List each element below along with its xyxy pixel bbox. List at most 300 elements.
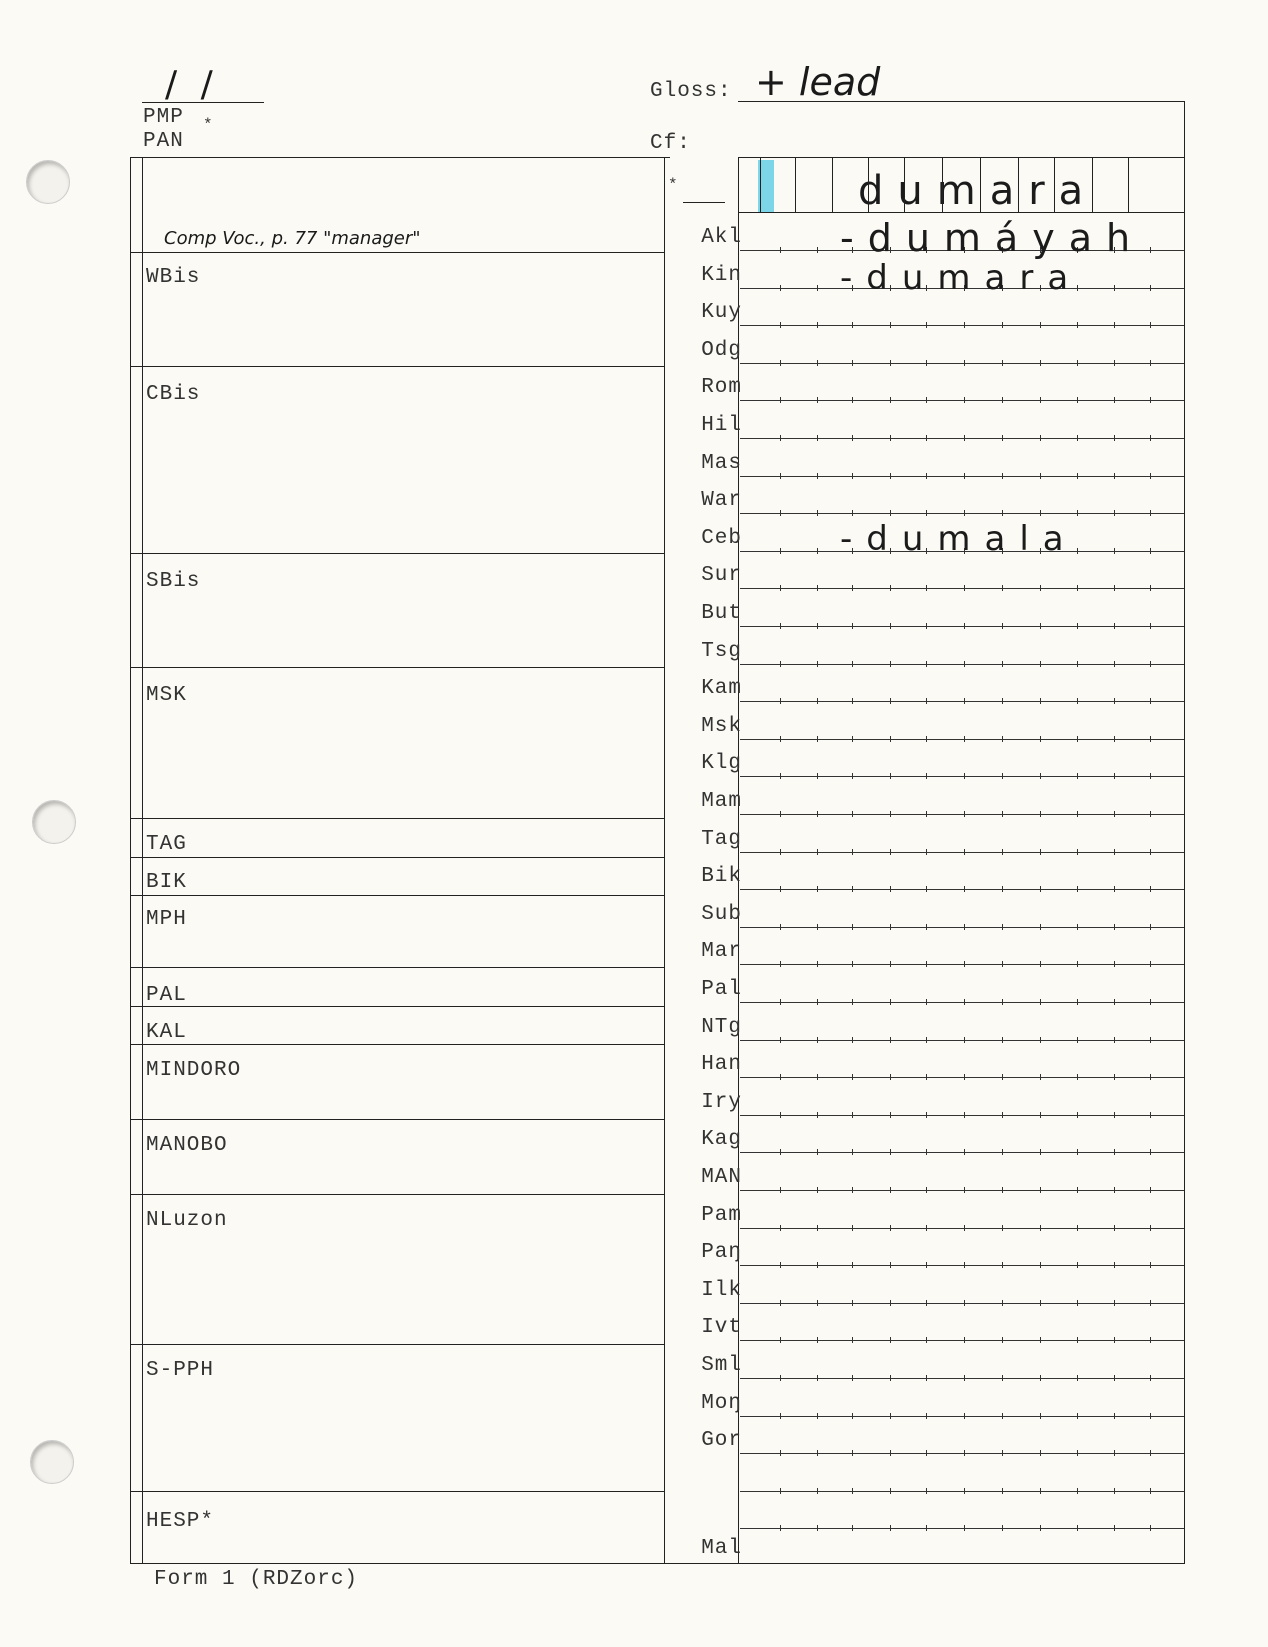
group-kal: KAL — [146, 1021, 187, 1044]
group-separator — [130, 1194, 664, 1195]
rule-tick — [1077, 473, 1078, 479]
rule-tick — [1077, 510, 1078, 516]
rule-tick — [890, 886, 891, 892]
rule-tick — [964, 811, 965, 817]
rule-tick — [1040, 1375, 1041, 1381]
entry-rule — [740, 513, 1184, 514]
rule-tick — [1040, 1149, 1041, 1155]
rule-tick — [817, 661, 818, 667]
rule-tick — [1040, 661, 1041, 667]
entry-rule — [740, 1002, 1184, 1003]
rule-tick — [964, 1262, 965, 1268]
rule-tick — [817, 886, 818, 892]
rule-tick — [926, 473, 927, 479]
rule-tick — [1150, 285, 1151, 291]
language-label: MAN — [701, 1166, 742, 1189]
rule-tick — [964, 999, 965, 1005]
rule-tick — [817, 698, 818, 704]
rule-tick — [926, 623, 927, 629]
rule-tick — [1040, 1262, 1041, 1268]
rule-tick — [964, 473, 965, 479]
pmp-label: PMP — [143, 106, 184, 129]
language-label: Ceb — [701, 526, 742, 550]
rule-tick — [890, 1112, 891, 1118]
group-separator — [130, 1006, 664, 1007]
rule-tick — [852, 1037, 853, 1043]
rule-tick — [1040, 397, 1041, 403]
rule-tick — [1114, 736, 1115, 742]
rule-tick — [852, 698, 853, 704]
gloss-underline — [738, 101, 1184, 102]
entry-rule — [740, 701, 1184, 702]
rule-tick — [890, 322, 891, 328]
rule-tick — [780, 773, 781, 779]
rule-tick — [926, 811, 927, 817]
punch-hole-middle — [32, 800, 76, 844]
rule-tick — [1040, 1488, 1041, 1494]
rule-tick — [890, 1413, 891, 1419]
rule-tick — [926, 773, 927, 779]
rule-tick — [817, 811, 818, 817]
rule-tick — [1114, 548, 1115, 554]
rule-tick — [1150, 661, 1151, 667]
rule-tick — [926, 849, 927, 855]
rule-tick — [1077, 924, 1078, 930]
rule-tick — [1077, 811, 1078, 817]
rule-tick — [780, 1074, 781, 1080]
rule-tick — [890, 1074, 891, 1080]
language-label: Kam — [701, 677, 742, 701]
language-label: Hil — [701, 414, 742, 437]
rule-tick — [780, 510, 781, 516]
rule-tick — [890, 811, 891, 817]
rule-tick — [1150, 1300, 1151, 1306]
language-label: Sml — [701, 1354, 742, 1377]
rule-tick — [852, 473, 853, 479]
language-label: Iry — [701, 1090, 742, 1114]
rule-tick — [964, 360, 965, 366]
rule-tick — [1114, 1187, 1115, 1193]
group-separator — [130, 1344, 664, 1345]
rule-tick — [890, 849, 891, 855]
rule-tick — [890, 1337, 891, 1343]
entry-rule — [740, 1340, 1184, 1341]
rule-tick — [1150, 1149, 1151, 1155]
rule-tick — [1114, 811, 1115, 817]
rule-tick — [890, 1262, 891, 1268]
rule-tick — [1114, 473, 1115, 479]
rule-tick — [1002, 961, 1003, 967]
rule-tick — [1040, 1225, 1041, 1231]
rule-tick — [1114, 1450, 1115, 1456]
rule-tick — [1114, 886, 1115, 892]
rule-tick — [1150, 360, 1151, 366]
language-label: Kin — [701, 263, 742, 287]
rule-tick — [926, 698, 927, 704]
rule-tick — [1114, 1262, 1115, 1268]
rule-tick — [1077, 1375, 1078, 1381]
reconstruction-form: dumara — [858, 168, 1098, 214]
language-label: Kag — [701, 1128, 742, 1152]
rule-tick — [852, 1074, 853, 1080]
rule-tick — [926, 1149, 927, 1155]
entry-rule — [740, 438, 1184, 439]
rule-tick — [1002, 1300, 1003, 1306]
rule-tick — [1040, 510, 1041, 516]
rule-tick — [1077, 1300, 1078, 1306]
rule-tick — [780, 1488, 781, 1494]
rule-tick — [1114, 1375, 1115, 1381]
rule-tick — [1150, 322, 1151, 328]
rule-tick — [1077, 1187, 1078, 1193]
rule-tick — [852, 397, 853, 403]
rule-tick — [817, 548, 818, 554]
rule-tick — [852, 924, 853, 930]
rule-tick — [817, 924, 818, 930]
entry-rule — [740, 964, 1184, 965]
rule-tick — [1114, 1337, 1115, 1343]
rule-tick — [817, 1262, 818, 1268]
language-label: NTg — [701, 1015, 742, 1039]
rule-tick — [780, 397, 781, 403]
punch-hole-top — [26, 160, 70, 204]
language-label: Akl — [701, 226, 742, 249]
rule-tick — [1114, 1525, 1115, 1531]
rule-tick — [1077, 999, 1078, 1005]
rule-tick — [1040, 473, 1041, 479]
rule-tick — [890, 623, 891, 629]
rule-tick — [1040, 811, 1041, 817]
rule-tick — [926, 1187, 927, 1193]
group-separator — [130, 1491, 664, 1492]
group-mph: MPH — [146, 908, 187, 931]
reconstruction-star: * — [668, 176, 679, 194]
rule-tick — [926, 1225, 927, 1231]
rule-tick — [1114, 435, 1115, 441]
rule-tick — [1077, 849, 1078, 855]
entry-rule — [740, 664, 1184, 665]
rule-tick — [1002, 1525, 1003, 1531]
entry-rule — [740, 1152, 1184, 1153]
rule-tick — [1040, 1413, 1041, 1419]
rule-tick — [1077, 1112, 1078, 1118]
group-separator — [130, 857, 664, 858]
rule-tick — [780, 961, 781, 967]
rule-tick — [890, 397, 891, 403]
rule-tick — [1077, 661, 1078, 667]
rule-tick — [926, 1413, 927, 1419]
rule-tick — [852, 435, 853, 441]
rule-tick — [780, 247, 781, 253]
language-label: War — [701, 489, 742, 513]
rule-tick — [1040, 1337, 1041, 1343]
entry-rule — [740, 1190, 1184, 1191]
rule-tick — [780, 1225, 781, 1231]
rule-tick — [780, 1300, 781, 1306]
rule-tick — [964, 623, 965, 629]
language-label: But — [701, 602, 742, 625]
rule-tick — [926, 510, 927, 516]
rule-tick — [964, 1112, 965, 1118]
rule-tick — [1077, 698, 1078, 704]
language-label: Mal — [701, 1537, 742, 1560]
rule-tick — [852, 999, 853, 1005]
rule-tick — [1077, 1225, 1078, 1231]
rule-tick — [964, 1525, 965, 1531]
rule-tick — [1040, 999, 1041, 1005]
reference-note: Comp Voc., p. 77 "manager" — [164, 228, 421, 249]
reconstruction-cell-divider — [868, 157, 869, 212]
rule-tick — [1150, 773, 1151, 779]
rule-tick — [1150, 1074, 1151, 1080]
group-bik: BIK — [146, 871, 187, 894]
rule-tick — [926, 397, 927, 403]
rule-tick — [964, 510, 965, 516]
gloss-value: + lead — [755, 60, 881, 104]
rule-tick — [1002, 1112, 1003, 1118]
rule-tick — [1040, 849, 1041, 855]
reconstruction-cell-divider — [1018, 157, 1019, 212]
rule-tick — [926, 360, 927, 366]
rule-tick — [1002, 811, 1003, 817]
language-label: Tag — [701, 827, 742, 851]
rule-tick — [817, 397, 818, 403]
rule-tick — [817, 773, 818, 779]
rule-tick — [890, 360, 891, 366]
rule-tick — [1040, 924, 1041, 930]
entry-rule — [740, 1265, 1184, 1266]
reconstruction-cell-divider — [832, 157, 833, 212]
rule-tick — [852, 661, 853, 667]
rule-tick — [1040, 736, 1041, 742]
entry-rule — [740, 363, 1184, 364]
rule-tick — [852, 623, 853, 629]
rule-tick — [1040, 435, 1041, 441]
rule-tick — [926, 585, 927, 591]
rule-tick — [1150, 886, 1151, 892]
rule-tick — [1077, 397, 1078, 403]
rule-tick — [1114, 1413, 1115, 1419]
rule-tick — [780, 1450, 781, 1456]
rule-tick — [1002, 1375, 1003, 1381]
rule-tick — [1002, 360, 1003, 366]
rule-tick — [964, 1450, 965, 1456]
rule-tick — [1114, 397, 1115, 403]
group-cbis: CBis — [146, 383, 201, 406]
rule-tick — [817, 1225, 818, 1231]
language-label: Ilk — [701, 1278, 742, 1302]
group-nluzon: NLuzon — [146, 1209, 228, 1232]
rule-tick — [926, 1262, 927, 1268]
rule-tick — [817, 1037, 818, 1043]
rule-tick — [1150, 1450, 1151, 1456]
rule-tick — [964, 1413, 965, 1419]
entry-rule — [740, 325, 1184, 326]
rule-tick — [852, 360, 853, 366]
rule-tick — [817, 1300, 818, 1306]
group-separator — [130, 967, 664, 968]
entry-rule — [740, 927, 1184, 928]
reconstruction-star-line — [683, 202, 725, 203]
rule-tick — [780, 661, 781, 667]
rule-tick — [926, 1300, 927, 1306]
rule-tick — [817, 585, 818, 591]
rule-tick — [1150, 247, 1151, 253]
rule-tick — [1114, 1225, 1115, 1231]
rule-tick — [817, 1488, 818, 1494]
rule-tick — [1114, 1300, 1115, 1306]
rule-tick — [1077, 623, 1078, 629]
group-hesp: HESP* — [146, 1510, 215, 1533]
rule-tick — [817, 1112, 818, 1118]
rule-tick — [817, 510, 818, 516]
frame-left-inner — [142, 157, 143, 1563]
pmp-star: * — [203, 116, 214, 134]
language-label: Mam — [701, 790, 742, 813]
rule-tick — [1150, 811, 1151, 817]
entry-rule — [740, 739, 1184, 740]
rule-tick — [1077, 1488, 1078, 1494]
rule-tick — [852, 322, 853, 328]
rule-tick — [817, 435, 818, 441]
rule-tick — [890, 1187, 891, 1193]
group-tag: TAG — [146, 833, 187, 856]
group-manobo: MANOBO — [146, 1134, 228, 1157]
language-label: Han — [701, 1053, 742, 1077]
rule-tick — [780, 811, 781, 817]
rule-tick — [780, 322, 781, 328]
group-separator — [130, 553, 664, 554]
rule-tick — [964, 397, 965, 403]
rule-tick — [1002, 510, 1003, 516]
group-sbis: SBis — [146, 570, 201, 593]
language-label: Moŋ — [701, 1391, 742, 1415]
language-label: Sur — [701, 564, 742, 588]
rule-tick — [780, 1525, 781, 1531]
pan-label: PAN — [143, 130, 184, 153]
language-label: Pal — [701, 978, 742, 1001]
rule-tick — [1150, 510, 1151, 516]
rule-tick — [1040, 585, 1041, 591]
rule-tick — [964, 1187, 965, 1193]
rule-tick — [890, 999, 891, 1005]
rule-tick — [926, 1337, 927, 1343]
rule-tick — [1114, 360, 1115, 366]
rule-tick — [1077, 961, 1078, 967]
rule-tick — [1040, 623, 1041, 629]
rule-tick — [964, 698, 965, 704]
rule-tick — [1040, 1525, 1041, 1531]
rule-tick — [1150, 999, 1151, 1005]
group-msk: MSK — [146, 684, 187, 707]
rule-tick — [1114, 773, 1115, 779]
rule-tick — [1002, 698, 1003, 704]
rule-tick — [926, 961, 927, 967]
entry-rule — [740, 1491, 1184, 1492]
rule-tick — [890, 773, 891, 779]
language-label: Rom — [701, 376, 742, 400]
rule-tick — [852, 1450, 853, 1456]
language-label: Ivt — [701, 1316, 742, 1340]
rule-tick — [1077, 1525, 1078, 1531]
rule-tick — [890, 736, 891, 742]
rule-tick — [780, 1037, 781, 1043]
rule-tick — [780, 473, 781, 479]
rule-tick — [1114, 849, 1115, 855]
rule-tick — [1002, 999, 1003, 1005]
rule-tick — [1150, 1262, 1151, 1268]
rule-tick — [1150, 397, 1151, 403]
rule-tick — [1150, 961, 1151, 967]
rule-tick — [1150, 548, 1151, 554]
rule-tick — [852, 961, 853, 967]
rule-tick — [926, 736, 927, 742]
rule-tick — [1114, 1037, 1115, 1043]
rule-tick — [890, 1488, 891, 1494]
rule-tick — [890, 1300, 891, 1306]
rule-tick — [1150, 1187, 1151, 1193]
rule-tick — [926, 1488, 927, 1494]
group-separator — [130, 366, 664, 367]
group-separator — [130, 1119, 664, 1120]
frame-right — [1184, 101, 1185, 1563]
rule-tick — [1077, 1037, 1078, 1043]
rule-tick — [852, 736, 853, 742]
language-label: Sub — [701, 902, 742, 926]
rule-tick — [1114, 623, 1115, 629]
rule-tick — [926, 1375, 927, 1381]
rule-tick — [817, 473, 818, 479]
rule-tick — [1002, 849, 1003, 855]
entry-rule — [740, 889, 1184, 890]
group-s-pph: S-PPH — [146, 1359, 215, 1382]
rule-tick — [817, 1413, 818, 1419]
rule-tick — [964, 773, 965, 779]
rule-tick — [780, 1337, 781, 1343]
rule-tick — [890, 1037, 891, 1043]
rule-tick — [1002, 1187, 1003, 1193]
rule-tick — [817, 1375, 818, 1381]
entry-rule — [740, 1528, 1184, 1529]
rule-tick — [1002, 1337, 1003, 1343]
rule-tick — [964, 435, 965, 441]
rule-tick — [1002, 924, 1003, 930]
rule-tick — [1114, 1112, 1115, 1118]
entry-rule — [740, 776, 1184, 777]
group-separator — [130, 1044, 664, 1045]
rule-tick — [1002, 886, 1003, 892]
rule-tick — [1150, 623, 1151, 629]
rule-tick — [1077, 322, 1078, 328]
rule-tick — [1114, 585, 1115, 591]
rule-tick — [1114, 924, 1115, 930]
rule-tick — [817, 849, 818, 855]
reconstruction-cell-divider — [1128, 157, 1129, 212]
rule-tick — [780, 1413, 781, 1419]
rule-tick — [964, 886, 965, 892]
reconstruction-cell-divider — [760, 157, 761, 212]
language-label: Bik — [701, 865, 742, 889]
group-separator — [130, 895, 664, 896]
rule-tick — [780, 1375, 781, 1381]
rule-tick — [1150, 736, 1151, 742]
rule-tick — [817, 736, 818, 742]
rule-tick — [964, 1300, 965, 1306]
rule-tick — [926, 999, 927, 1005]
rule-tick — [1077, 1074, 1078, 1080]
rule-tick — [1040, 961, 1041, 967]
rule-tick — [1002, 1413, 1003, 1419]
